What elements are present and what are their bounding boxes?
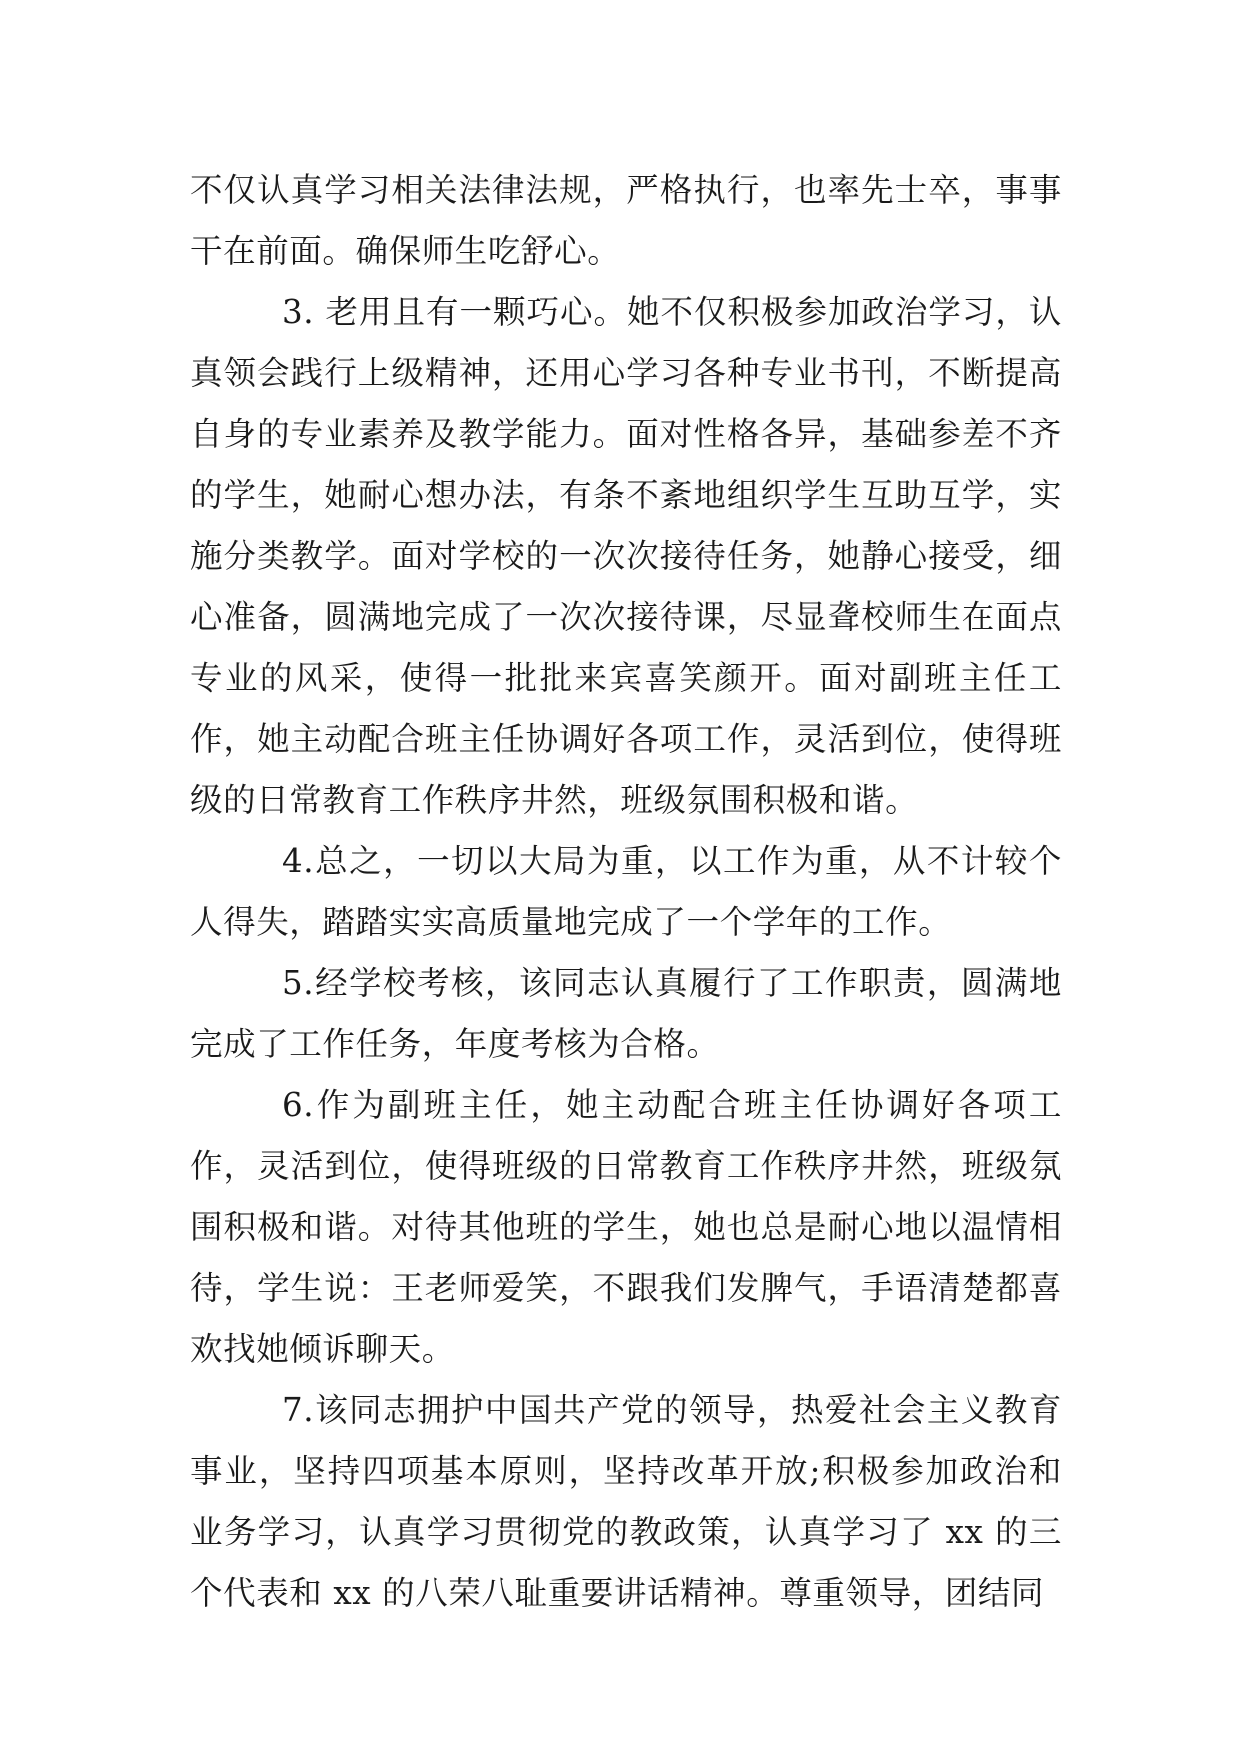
- paragraph-item-4: 4.总之，一切以大局为重，以工作为重，从不计较个人得失，踏踏实实高质量地完成了一个学年的工作。: [190, 842, 1062, 941]
- paragraph-continuation: 不仅认真学习相关法律法规，严格执行，也率先士卒，事事干在前面。确保师生吃舒心。: [190, 171, 1062, 270]
- document-body: [190, 160, 1062, 1624]
- paragraph-item-5: 5.经学校考核，该同志认真履行了工作职责，圆满地完成了工作任务，年度考核为合格。: [190, 964, 1062, 1063]
- paragraph-item-7: 7.该同志拥护中国共产党的领导，热爱社会主义教育事业，坚持四项基本原则，坚持改革开放;积极参加政治和业务学习，认真学习贯彻党的教政策，认真学习了 xx 的三个代表和 xx 的八荣八耻重要讲话精神。尊重领导，团结同: [190, 1391, 1062, 1612]
- paragraph-item-6: 6.作为副班主任，她主动配合班主任协调好各项工作，灵活到位，使得班级的日常教育工作秩序井然，班级氛围积极和谐。对待其他班的学生，她也总是耐心地以温情相待，学生说：王老师爱笑，不跟我们发脾气，手语清楚都喜欢找她倾诉聊天。: [190, 1086, 1062, 1368]
- paragraph-item-3: 3. 老用且有一颗巧心。她不仅积极参加政治学习，认真领会践行上级精神，还用心学习各种专业书刊，不断提高自身的专业素养及教学能力。面对性格各异，基础参差不齐的学生，她耐心想办法，有条不紊地组织学生互助互学，实施分类教学。面对学校的一次次接待任务，她静心接受，细心准备，圆满地完成了一次次接待课，尽显聋校师生在面点专业的风采，使得一批批来宾喜笑颜开。面对副班主任工作，她主动配合班主任协调好各项工作，灵活到位，使得班级的日常教育工作秩序井然，班级氛围积极和谐。: [190, 293, 1062, 819]
